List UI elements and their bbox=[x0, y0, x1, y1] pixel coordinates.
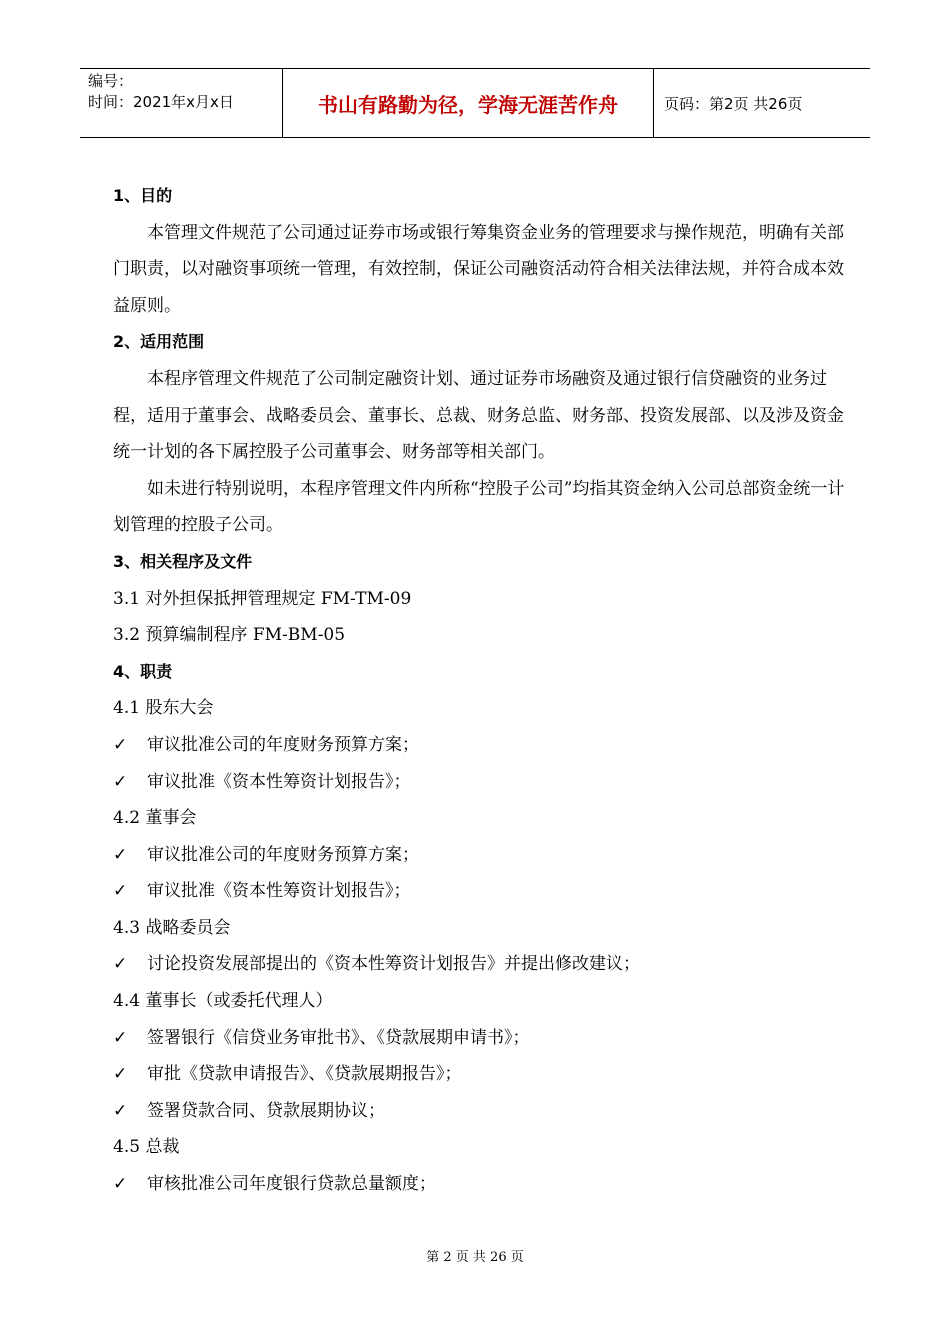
section-heading: 1、目的 bbox=[113, 186, 173, 205]
checklist-item-text: 讨论投资发展部提出的《资本性筹资计划报告》并提出修改建议； bbox=[147, 954, 640, 975]
checklist-item bbox=[113, 727, 848, 764]
subsection-title: 4.3 战略委员会 bbox=[113, 917, 231, 938]
page-footer: 第 2 页 共 26 页 bbox=[426, 1250, 524, 1265]
section-heading: 2、适用范围 bbox=[113, 332, 205, 352]
page-header bbox=[80, 68, 870, 138]
paragraph: 本管理文件规范了公司通过证券市场或银行筹集资金业务的管理要求与操作规范，明确有关部门职责，以对融资事项统一管理，有效控制，保证公司融资活动符合相关法律法规，并符合成本效益原则。 bbox=[113, 222, 844, 316]
checkmark-icon: ✓ bbox=[113, 954, 128, 975]
checkmark-icon: ✓ bbox=[113, 771, 128, 792]
header-page-info: 页码：第2页 共26页 bbox=[664, 94, 803, 113]
subsection-title: 4.1 股东大会 bbox=[113, 698, 214, 719]
list-item: 3.2 预算编制程序 FM-BM-05 bbox=[113, 625, 346, 646]
document-body bbox=[113, 178, 848, 1203]
checklist-item bbox=[113, 1020, 848, 1057]
header-meta bbox=[80, 69, 282, 137]
section-heading: 4、职责 bbox=[113, 661, 173, 681]
checklist-item bbox=[113, 946, 848, 983]
subsection-title: 4.2 董事会 bbox=[113, 808, 197, 829]
checklist-item-text: 审议批准《资本性筹资计划报告》； bbox=[147, 881, 411, 902]
checkmark-icon: ✓ bbox=[113, 1027, 128, 1048]
subsection-title: 4.5 总裁 bbox=[113, 1137, 180, 1158]
checkmark-icon: ✓ bbox=[113, 734, 128, 755]
checkmark-icon: ✓ bbox=[113, 1100, 128, 1121]
checklist-item bbox=[113, 1056, 848, 1093]
checklist-item bbox=[113, 1166, 848, 1203]
checklist-item bbox=[113, 764, 848, 801]
checkmark-icon: ✓ bbox=[113, 881, 128, 902]
checklist-item-text: 审议批准公司的年度财务预算方案； bbox=[147, 734, 419, 755]
checkmark-icon: ✓ bbox=[113, 844, 128, 865]
checklist-item-text: 审议批准公司的年度财务预算方案； bbox=[147, 844, 419, 865]
checklist-item-text: 签署银行《信贷业务审批书》、《贷款展期申请书》； bbox=[147, 1027, 530, 1048]
header-motto: 书山有路勤为径，学海无涯苦作舟 bbox=[282, 69, 654, 137]
checklist-item-text: 审批《贷款申请报告》、《贷款展期报告》； bbox=[147, 1064, 462, 1085]
subsection-title: 4.4 董事长（或委托代理人） bbox=[113, 991, 333, 1012]
checklist-item-text: 审议批准《资本性筹资计划报告》； bbox=[147, 771, 411, 792]
document-number-label: 编号： bbox=[88, 72, 134, 90]
document-time-label: 时间：2021年x月x日 bbox=[88, 93, 234, 111]
checklist-item-text: 审核批准公司年度银行贷款总量额度； bbox=[147, 1174, 436, 1195]
checklist-item bbox=[113, 837, 848, 874]
checkmark-icon: ✓ bbox=[113, 1064, 128, 1085]
checklist-item bbox=[113, 1093, 848, 1130]
checklist-item-text: 签署贷款合同、贷款展期协议； bbox=[147, 1100, 385, 1121]
section-heading: 3、相关程序及文件 bbox=[113, 551, 253, 571]
paragraph: 本程序管理文件规范了公司制定融资计划、通过证券市场融资及通过银行信贷融资的业务过程，适用于董事会、战略委员会、董事长、总裁、财务总监、财务部、投资发展部、以及涉及资金统一计划的各下属控股子公司董事会、财务部等相关部门。 bbox=[113, 368, 844, 463]
list-item: 3.1 对外担保抵押管理规定 FM-TM-09 bbox=[113, 588, 412, 609]
checklist-item bbox=[113, 873, 848, 910]
paragraph: 如未进行特别说明，本程序管理文件内所称“控股子公司”均指其资金纳入公司总部资金统一计划管理的控股子公司。 bbox=[113, 478, 845, 536]
checkmark-icon: ✓ bbox=[113, 1174, 128, 1195]
